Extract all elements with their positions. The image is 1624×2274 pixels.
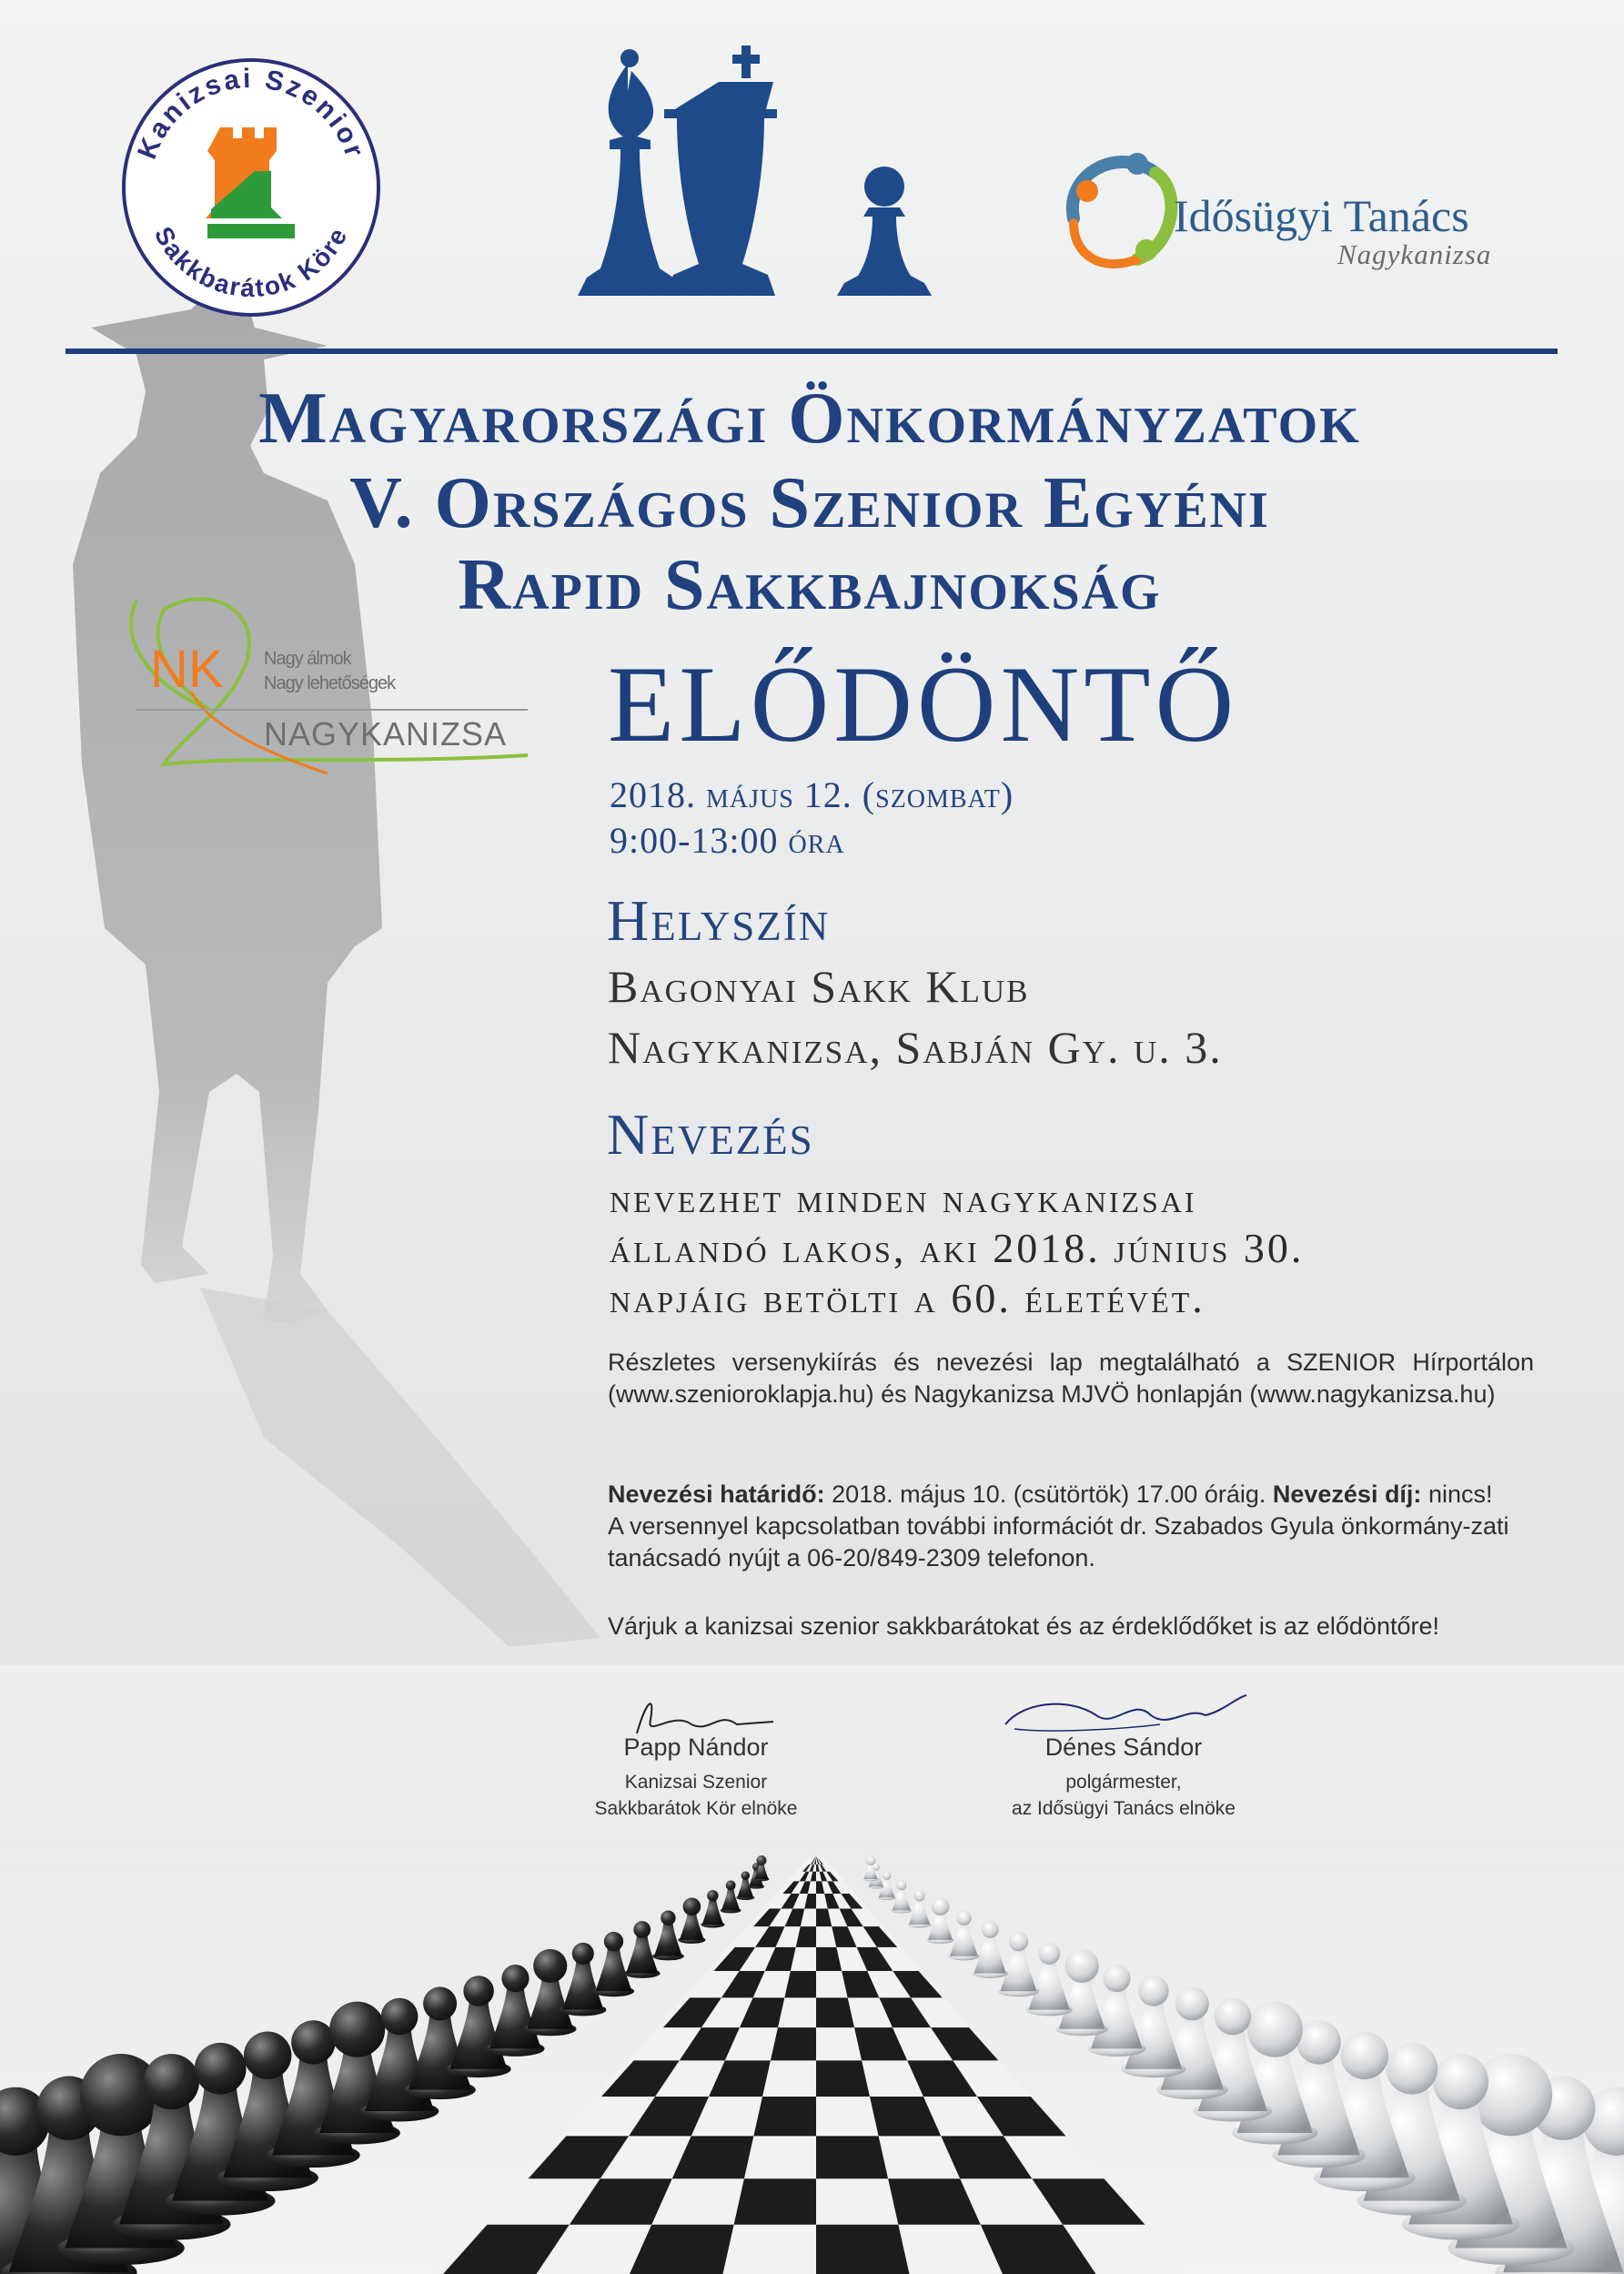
deadline-paragraph (608, 1479, 1534, 1574)
event-time: 9:00-13:00 óra (610, 820, 845, 861)
city-tagline-2: Nagy lehetőségek (264, 673, 396, 693)
header-divider (66, 349, 1558, 354)
headline-line-3: Rapid Sakkbajnokság (458, 545, 1162, 625)
nk-monogram: NK (150, 640, 224, 699)
venue-address: Nagykanizsa, Sabján Gy. u. 3. (608, 1022, 1223, 1073)
signatory-1-role-line-2: Sakkbarátok Kör elnöke (594, 1798, 798, 1819)
signatory-2-role (973, 1769, 1274, 1822)
club-logo (118, 55, 384, 320)
venue-title: Helyszín (607, 888, 831, 953)
club-ring-top-text: Kanizsai Szenior (132, 63, 370, 164)
chess-pieces-icon (555, 45, 937, 332)
signatory-1-name: Papp Nándor (623, 1733, 769, 1761)
entry-condition-line-3: napjáig betölti a 60. életévét. (610, 1275, 1205, 1321)
chessboard-scene-image (0, 1665, 1624, 2274)
fee-value: nincs! (1421, 1481, 1493, 1508)
city-brand-name: NAGYKANIZSA (264, 715, 508, 753)
club-ring-bottom-text: Sakkbarátok Köre (148, 222, 354, 303)
council-city: Nagykanizsa (1337, 238, 1492, 270)
venue-name: Bagonyai Sakk Klub (608, 961, 1030, 1012)
signatory-2-name: Dénes Sándor (1044, 1733, 1203, 1761)
signatory-2-role-line-2: az Idősügyi Tanács elnöke (1012, 1798, 1236, 1819)
headline-line-1: Magyarországi Önkormányzatok (258, 379, 1361, 459)
entry-condition-line-1: nevezhet minden nagykanizsai (610, 1175, 1197, 1221)
event-stage-title: ELŐDÖNTŐ (608, 643, 1239, 764)
council-title: Idősügyi Tanács (1174, 190, 1469, 241)
signatory-1-role (564, 1769, 828, 1822)
welcome-text: Várjuk a kanizsai szenior sakkbarátokat és az érdeklődőket is az elődöntőre! (608, 1612, 1439, 1640)
contact-text: A versennyel kapcsolatban további információt dr. Szabados Gyula önkormány-zati tanácsadó nyújt a 06-20/849-2309 telefonon. (608, 1512, 1509, 1572)
headline-line-2: V. Országos Szenior Egyéni (349, 463, 1270, 543)
signatory-1-role-line-1: Kanizsai Szenior (624, 1772, 768, 1793)
entry-condition-line-2: állandó lakos, aki 2018. június 30. (610, 1225, 1305, 1271)
deadline-value: 2018. május 10. (csütörtök) 17.00 óráig. (824, 1481, 1273, 1508)
city-tagline-1: Nagy álmok (264, 649, 351, 669)
entry-title: Nevezés (607, 1102, 814, 1167)
details-paragraph: Részletes versenykiírás és nevezési lap megtalálható a SZENIOR Hírportálon (www.szenioroklapja.hu) és Nagykanizsa MJVÖ honlapján (www.nagykanizsa.hu) (608, 1349, 1534, 1408)
fee-label: Nevezési díj: (1272, 1481, 1422, 1508)
event-date: 2018. május 12. (szombat) (610, 774, 1014, 815)
deadline-label: Nevezési határidő: (608, 1481, 825, 1508)
signatory-2-role-line-1: polgármester, (1065, 1772, 1182, 1793)
